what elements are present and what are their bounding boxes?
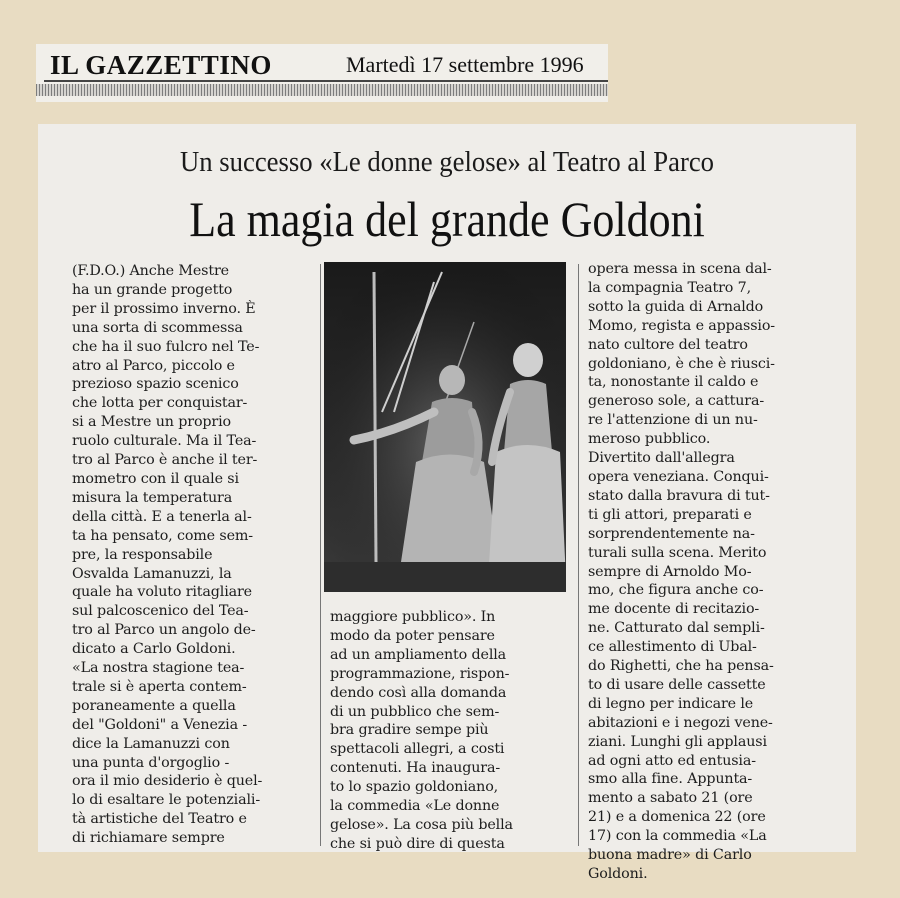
article-line: misura la temperatura [72, 489, 233, 506]
article-line: la compagnia Teatro 7, [588, 279, 751, 296]
article-line: per il prossimo inverno. È [72, 300, 256, 317]
stage-photo [324, 262, 566, 592]
article-column-1 [72, 262, 334, 848]
article-column-2 [330, 608, 580, 854]
article-kicker: Un successo «Le donne gelose» al Teatro al Parco [179, 146, 715, 178]
publication-date: Martedì 17 settembre 1996 [346, 52, 584, 77]
article-line: mo, che figura anche co- [588, 582, 764, 599]
article-line: sul palcoscenico del Tea- [72, 603, 249, 620]
article-line: una sorta di scommessa [72, 319, 243, 336]
article-headline: La magia del grande Goldoni [189, 191, 705, 247]
article-line: nato cultore del teatro [588, 336, 748, 353]
article-line: si a Mestre un proprio [72, 414, 231, 431]
article-line: Divertito dall'allegra [588, 450, 735, 467]
article-line: Osvalda Lamanuzzi, la [72, 565, 232, 582]
article-column-3 [588, 260, 844, 884]
article-line: tro al Parco un angolo de- [72, 622, 256, 639]
column-divider [320, 264, 321, 846]
newspaper-name: IL GAZZETTINO [50, 50, 272, 80]
article-line: ruolo culturale. Ma il Tea- [72, 433, 257, 450]
article-line: to di usare delle cassette [588, 676, 766, 693]
article-line: ha un grande progetto [72, 281, 233, 298]
article-line: sorprendentemente na- [588, 525, 755, 542]
article-line: che lotta per conquistar- [72, 395, 248, 412]
actresses-on-stage-image [324, 262, 566, 592]
article-line: modo da poter pensare [330, 627, 495, 644]
article-line: to lo spazio goldoniano, [330, 779, 499, 796]
article-line: ad ogni atto ed entusia- [588, 752, 756, 769]
article-line: opera messa in scena dal- [588, 261, 772, 277]
article-line: dice la Lamanuzzi con [72, 735, 230, 752]
article-line: dicato a Carlo Goldoni. [72, 641, 236, 658]
article-line: Momo, regista e appassio- [588, 317, 775, 334]
article-line: re l'attenzione di un nu- [588, 412, 758, 429]
article-clipping [38, 124, 856, 882]
article-line: la commedia «Le donne [330, 798, 500, 815]
article-line: meroso pubblico. [588, 431, 711, 448]
article-line: di richiamare sempre [72, 830, 225, 847]
article-line: atro al Parco, piccolo e [72, 357, 235, 374]
article-line: turali sulla scena. Merito [588, 544, 767, 561]
article-line: contenuti. Ha inaugura- [330, 760, 500, 777]
article-line: smo alla fine. Appunta- [588, 771, 753, 788]
article-line: dendo così alla domanda [330, 684, 507, 701]
article-line: goldoniano, è che è riusci- [588, 355, 775, 372]
article-line: 17) con la commedia «La [588, 828, 767, 845]
article-line: del "Goldoni" a Venezia - [72, 716, 248, 733]
masthead [36, 44, 608, 102]
article-line: 21) e a domenica 22 (ore [588, 809, 766, 826]
article-line: opera veneziana. Conqui- [588, 468, 769, 485]
article-line: una punta d'orgoglio - [72, 754, 230, 771]
article-line: ta, nonostante il caldo e [588, 374, 759, 391]
masthead-rule [44, 80, 608, 82]
article-line: quale ha voluto ritagliare [72, 584, 252, 601]
article-line: che ha il suo fulcro nel Te- [72, 338, 260, 355]
article-line: ad un ampliamento della [330, 646, 507, 663]
article-line: lo di esaltare le potenziali- [72, 792, 261, 809]
masthead-halftone-bar [36, 84, 608, 96]
article-line: ne. Catturato dal sempli- [588, 620, 765, 637]
article-line: tro al Parco è anche il ter- [72, 452, 258, 469]
article-line: mento a sabato 21 (ore [588, 790, 753, 807]
article-line: Goldoni. [588, 866, 648, 882]
article-line: poraneamente a quella [72, 697, 236, 714]
article-line: programmazione, rispon- [330, 665, 510, 682]
article-line: me docente di recitazio- [588, 601, 760, 618]
article-line: di un pubblico che sem- [330, 703, 500, 720]
article-line: stato dalla bravura di tut- [588, 487, 770, 504]
article-line: ti gli attori, preparati e [588, 506, 752, 523]
article-line: generoso sole, a cattura- [588, 393, 765, 410]
article-line: trale si è aperta contem- [72, 678, 247, 695]
article-line: che si può dire di questa [330, 835, 505, 852]
article-line: buona madre» di Carlo [588, 847, 752, 864]
column-divider [578, 264, 579, 846]
article-line: ora il mio desiderio è quel- [72, 773, 263, 790]
article-line: pre, la responsabile [72, 546, 213, 563]
article-line: spettacoli allegri, a costi [330, 741, 505, 758]
article-line: gelose». La cosa più bella [330, 816, 513, 833]
article-line: «La nostra stagione tea- [72, 660, 245, 677]
article-line: ziani. Lunghi gli applausi [588, 733, 767, 750]
article-line: abitazioni e i negozi vene- [588, 714, 773, 731]
article-line: maggiore pubblico». In [330, 609, 496, 625]
article-line: di legno per indicare le [588, 695, 754, 712]
article-line: (F.D.O.) Anche Mestre [72, 263, 229, 279]
article-line: ce allestimento di Ubal- [588, 639, 757, 656]
article-line: mometro con il quale si [72, 470, 239, 487]
article-line: bra gradire sempe più [330, 722, 489, 739]
article-line: sotto la guida di Arnaldo [588, 298, 764, 315]
article-line: ta ha pensato, come sem- [72, 527, 253, 544]
article-line: do Righetti, che ha pensa- [588, 658, 774, 675]
article-line: della città. E a tenerla al- [72, 508, 252, 525]
article-line: prezioso spazio scenico [72, 376, 239, 393]
article-line: tà artistiche del Teatro e [72, 811, 247, 828]
article-line: sempre di Arnoldo Mo- [588, 563, 752, 580]
